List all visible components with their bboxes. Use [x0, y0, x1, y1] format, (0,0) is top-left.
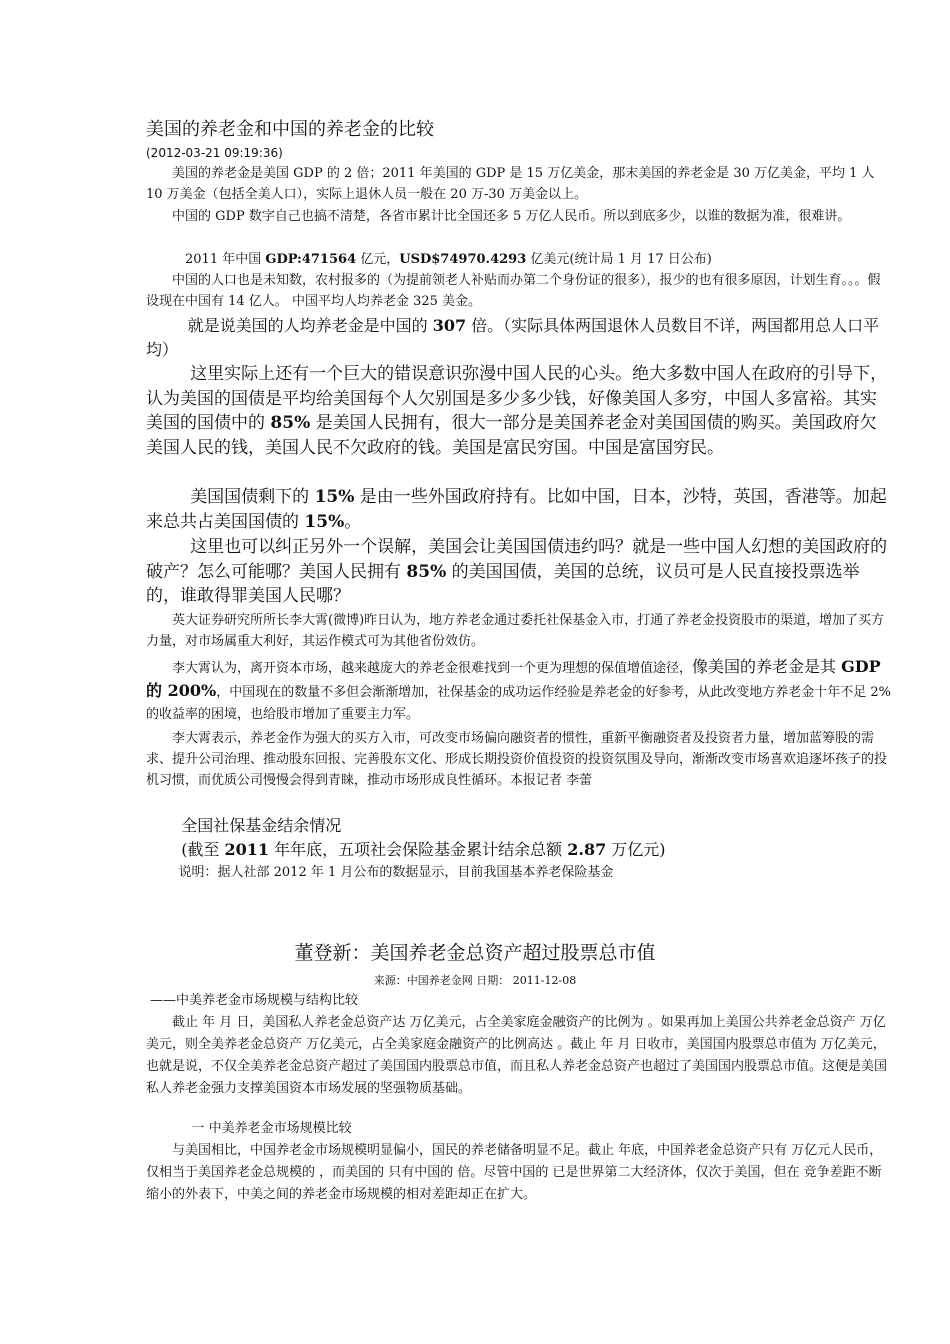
paragraph: 这里也可以纠正另外一个误解，美国会让美国国债违约吗？就是一些中国人幻想的美国政府的破产？怎么可能哪？美国人民拥有 85% 的美国国债，美国的总统，议员可是人民直接投票选举的，谁敢得罪美国人民哪？: [146, 537, 888, 606]
paragraph: 这里实际上还有一个巨大的错误意识弥漫中国人民的心头。绝大多数中国人在政府的引导下，认为美国的国债是平均给美国每个人欠别国是多少多少钱，好像美国人多穷，中国人多富裕。其实美国的国债中的 85% 是美国人民拥有，很大一部分是美国养老金对美国国债的购买。美国政府欠美国人民的钱，美国人民不欠政府的钱。美国是富民穷国。中国是富国穷民。: [146, 364, 888, 458]
article2-source: 来源：中国养老金网 日期： 2011-12-08: [373, 974, 577, 987]
article2-subtitle: ——中美养老金市场规模与结构比较: [150, 993, 359, 1008]
paragraph: 就是说美国的人均养老金是中国的 307 倍。（实际具体两国退休人员数目不详，两国都用总人口平均）: [146, 316, 880, 359]
fund-line: (截至 2011 年年底，五项社会保险基金累计结余总额 2.87 万亿元): [181, 840, 666, 859]
article-title: 美国的养老金和中国的养老金的比较: [146, 119, 434, 140]
paragraph: 美国的养老金是美国 GDP 的 2 倍；2011 年美国的 GDP 是 15 万亿美金，那末美国的养老金是 30 万亿美金，平均 1 人 10 万美金（包括全美人口），实际上退休人员一般在 20 万-30 万美金以上。: [146, 166, 875, 202]
paragraph: 中国的人口也是未知数，农村报多的（为提前领老人补贴而办第二个身份证的很多），报少的也有很多原因，计划生育。。。假设现在中国有 14 亿人。 中国平均人均养老金 325 美金。: [146, 273, 881, 309]
article-date: (2012-03-21 09:19:36): [146, 146, 283, 160]
paragraph: 截止 年 月 日，美国私人养老金总资产达 万亿美元，占全美家庭金融资产的比例为 。如果再加上美国公共养老金总资产 万亿美元，则全美养老金总资产 万亿美元，占全美家庭金融资产的比例高达 。截止 年 月 日收市，美国国内股票总市值为 万亿美元，也就是说，不仅全美养老金总资产超过了美国国内股票总市值，而且私人养老金总资产也超过了美国国内股票总市值。这便是美国私人养老金强力支撑美国资本市场发展的坚强物质基础。: [146, 1015, 888, 1096]
paragraph: 李大霄表示，养老金作为强大的买方入市，可改变市场偏向融资者的惯性，重新平衡融资者及投资者力量，增加蓝筹股的需求、提升公司治理、推动股东回报、完善股东文化、形成长期投资价值投资的投资氛围及导向，渐渐改变市场喜欢追逐坏孩子的投机习惯，而优质公司慢慢会得到青睐，推动市场形成良性循环。本报记者 李蕾: [146, 731, 888, 788]
section-heading: 一 中美养老金市场规模比较: [191, 1121, 352, 1136]
paragraph: 美国国债剩下的 15% 是由一些外国政府持有。比如中国，日本，沙特，英国，香港等。加起来总共占美国国债的 15%。: [146, 487, 887, 532]
gdp-line: 2011 年中国 GDP:471564 亿元，USD$74970.4293 亿美元(统计局 1 月 17 日公布): [185, 252, 712, 267]
paragraph: 英大证券研究所所长李大霄(微博)昨日认为，地方养老金通过委托社保基金入市，打通了养老金投资股市的渠道，增加了买方力量，对市场属重大利好，其运作模式可为其他省份效仿。: [146, 613, 885, 649]
fund-heading: 全国社保基金结余情况: [181, 816, 342, 835]
article2-title: 董登新：美国养老金总资产超过股票总市值: [294, 942, 656, 964]
paragraph: 与美国相比，中国养老金市场规模明显偏小，国民的养老储备明显不足。截止 年底，中国养老金总资产只有 万亿元人民币，仅相当于美国养老金总规模的 ，而美国的 只有中国的 倍。尽管中国的 已是世界第二大经济体，仅次于美国，但在 竞争差距不断缩小的外表下，中美之间的养老金市场规模的相对差距却正在扩大。: [146, 1143, 883, 1202]
paragraph: 李大霄认为，离开资本市场，越来越庞大的养老金很难找到一个更为理想的保值增值途径，像美国的养老金是其 GDP 的 200%，中国现在的数量不多但会渐渐增加，社保基金的成功运作经验是养老金的好参考，从此改变地方养老金十年不足 2%的收益率的困境，也给股市增加了重要主力军。: [146, 657, 891, 722]
note: 说明：据人社部 2012 年 1 月公布的数据显示，目前我国基本养老保险基金: [178, 865, 614, 880]
paragraph: 中国的 GDP 数字自己也搞不清楚，各省市累计比全国还多 5 万亿人民币。所以到底多少，以谁的数据为准，很难讲。: [172, 209, 851, 224]
